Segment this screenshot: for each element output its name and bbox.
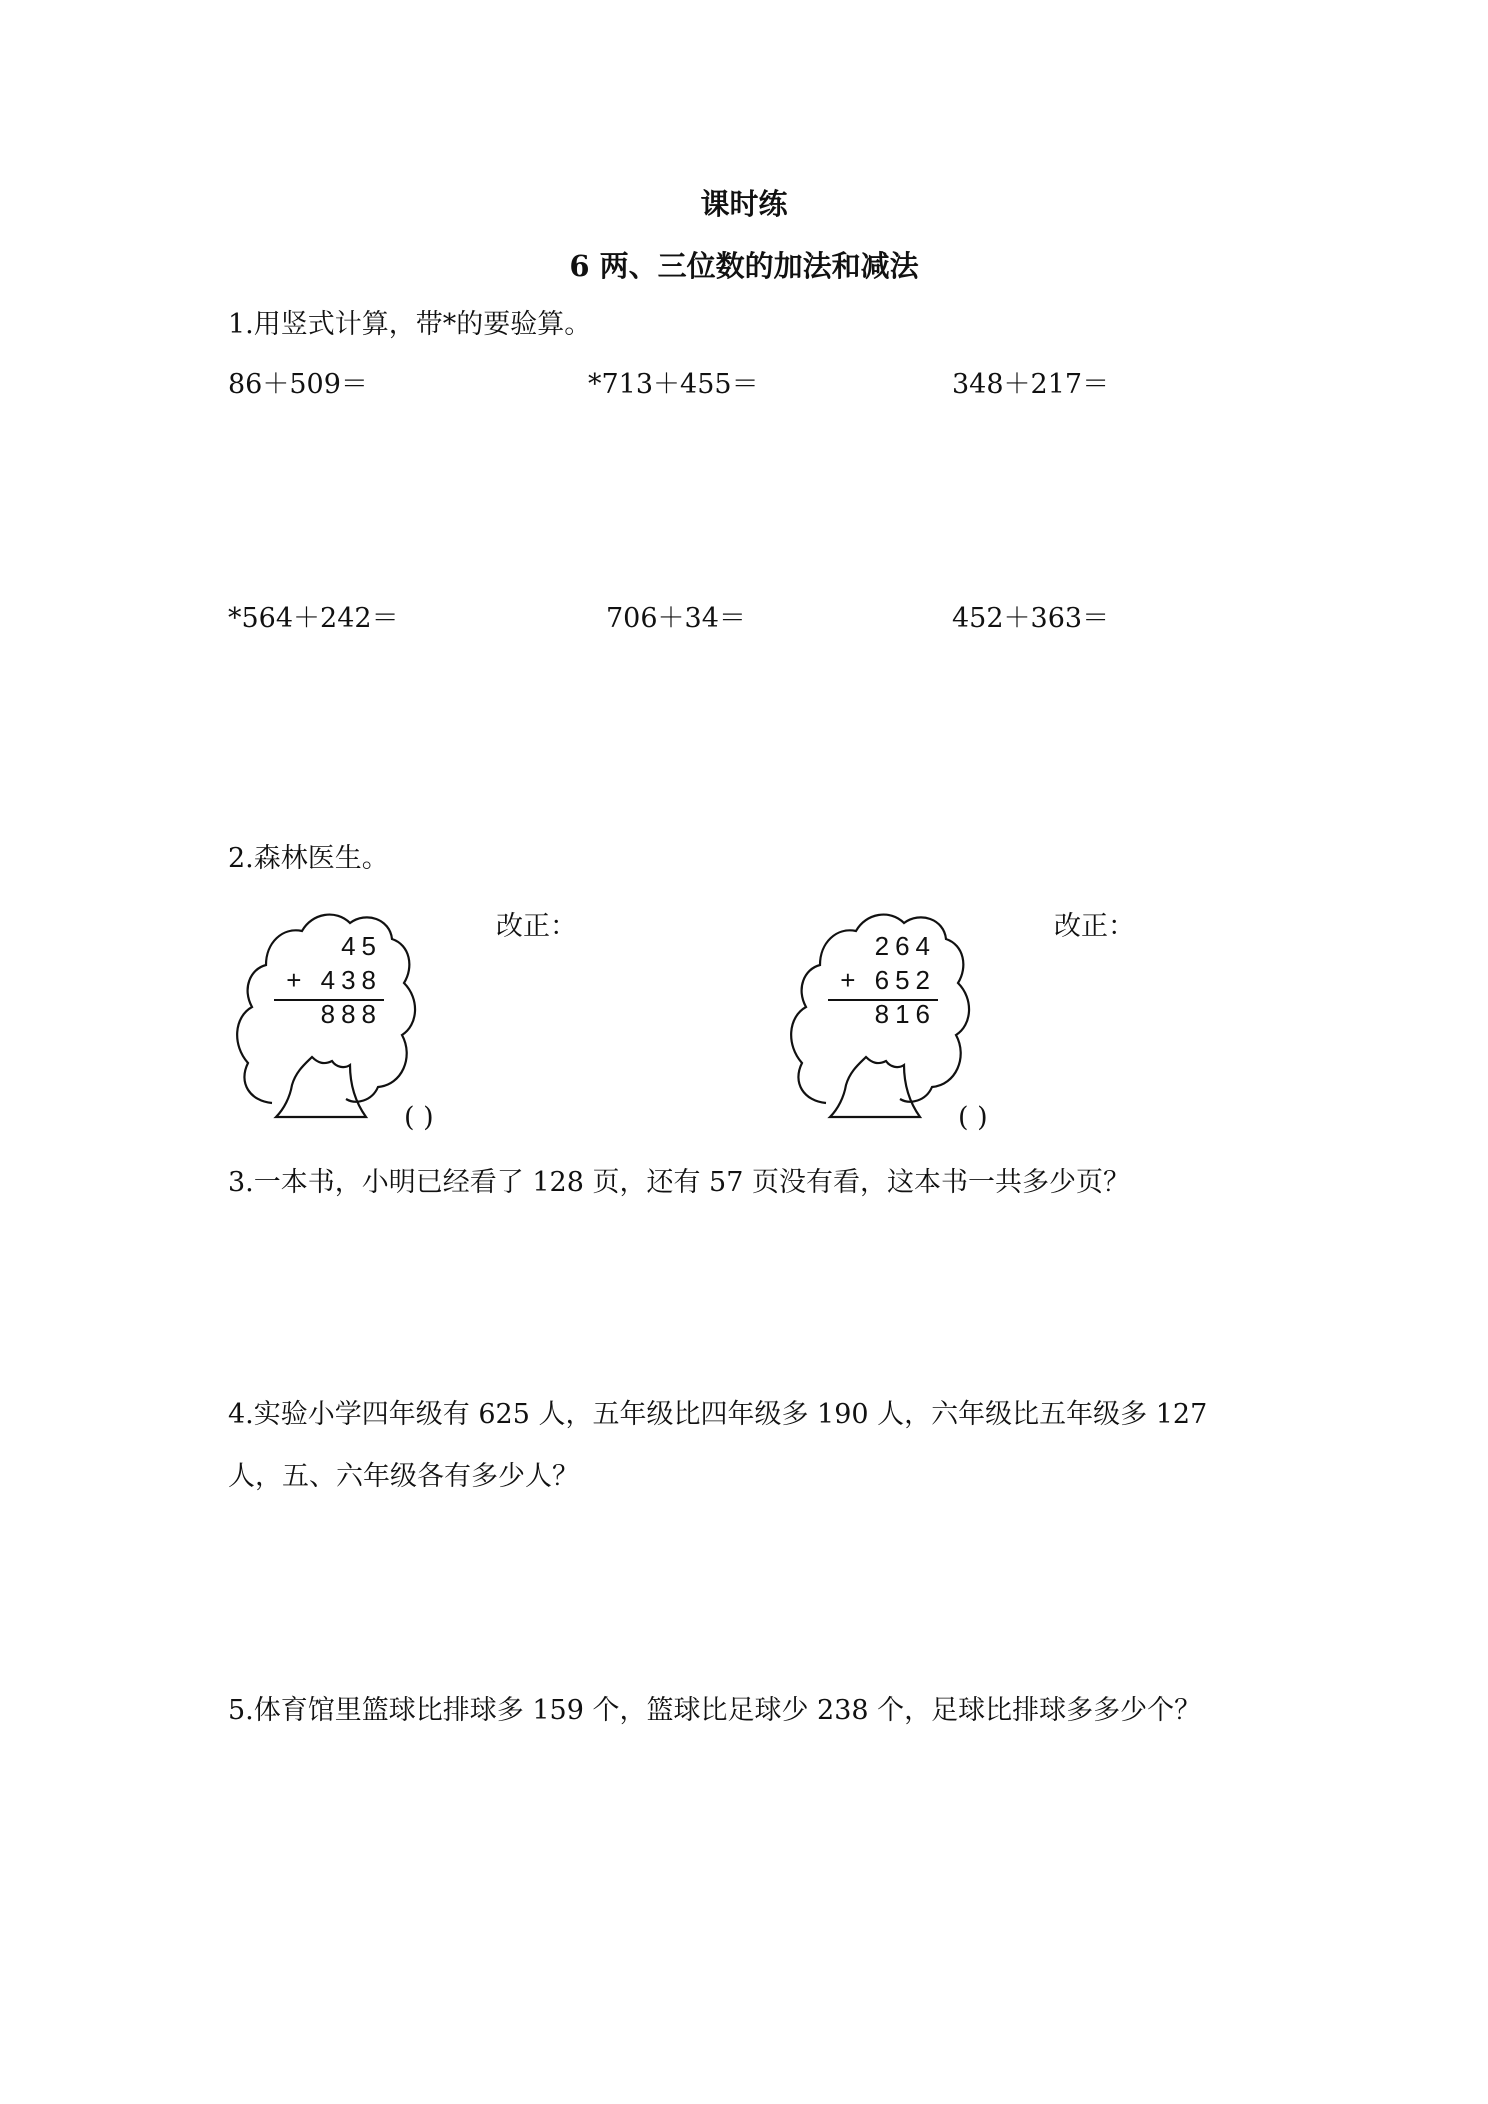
q4-prompt-line1: 4.实验小学四年级有 625 人，五年级比四年级多 190 人，六年级比五年级多 127 (228, 1399, 1208, 1430)
tree-1-answer-paren: ( ) (404, 1102, 434, 1133)
tree-2-answer-paren: ( ) (958, 1102, 988, 1133)
tree-2 (786, 895, 976, 1135)
tree-1-addend: + 438 (286, 965, 382, 995)
q1-expr-3: 348＋217＝ (952, 369, 1110, 400)
tree-1-result: 888 (320, 999, 382, 1029)
tree-2-top-number: 264 (874, 931, 936, 961)
tree-2-addend: + 652 (840, 965, 936, 995)
q5-prompt: 5.体育馆里篮球比排球多 159 个，篮球比足球少 238 个，足球比排球多多少个？ (228, 1695, 1202, 1726)
lesson-subtitle: 6 两、三位数的加法和减法 (569, 249, 919, 283)
tree-1 (232, 895, 422, 1135)
tree-2-fix-label: 改正： (1054, 911, 1135, 942)
q1-expr-2: *713＋455＝ (588, 369, 759, 400)
q1-expr-1: 86＋509＝ (228, 369, 368, 400)
tree-1-fix-label: 改正： (496, 911, 577, 942)
worksheet-title: 课时练 (700, 187, 788, 221)
q2-prompt: 2.森林医生。 (228, 843, 389, 874)
q4-prompt-line2: 人，五、六年级各有多少人？ (228, 1461, 579, 1492)
q1-prompt: 1.用竖式计算，带*的要验算。 (228, 309, 592, 340)
tree-1-top-number: 45 (341, 931, 382, 961)
q1-expr-5: 706＋34＝ (606, 603, 746, 634)
tree-2-result: 816 (874, 999, 936, 1029)
q1-expr-4: *564＋242＝ (228, 603, 399, 634)
q3-prompt: 3.一本书，小明已经看了 128 页，还有 57 页没有看，这本书一共多少页？ (228, 1167, 1130, 1198)
q1-expr-6: 452＋363＝ (952, 603, 1110, 634)
